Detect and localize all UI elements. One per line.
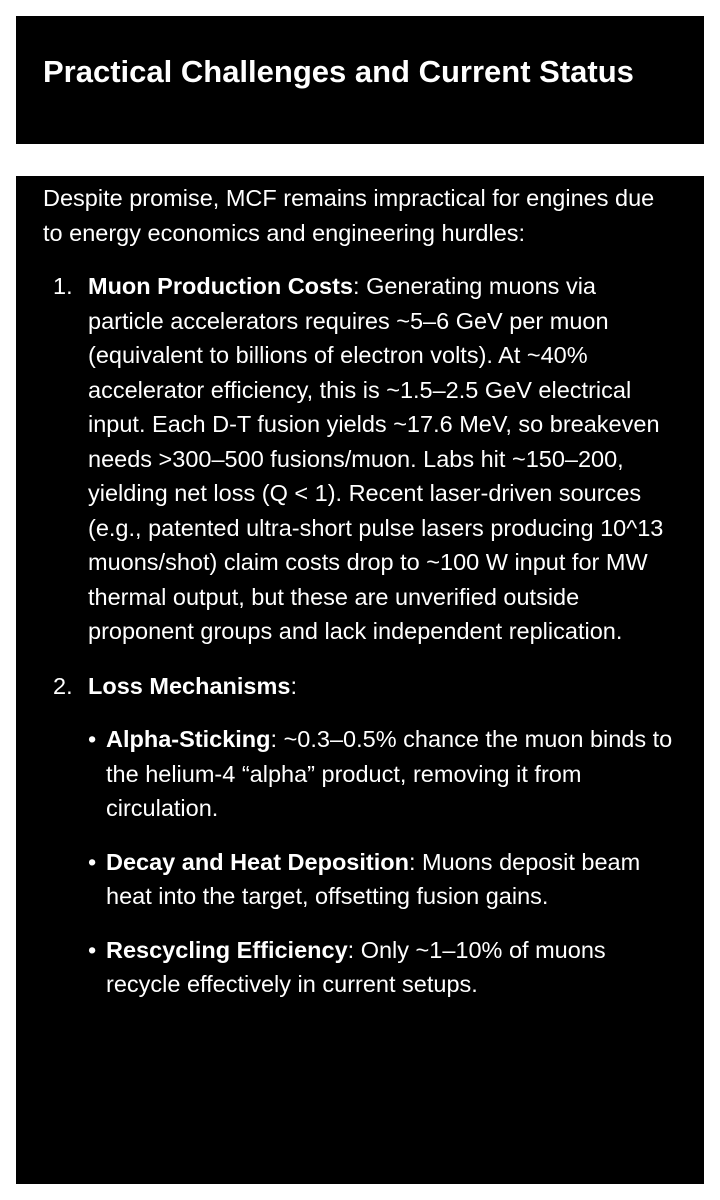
sub-item-text: : Muons deposit beam heat into the target, offsetting fusion gains. [106, 848, 641, 909]
item-heading: Loss Mechanisms [88, 672, 291, 699]
title-section [16, 16, 704, 144]
bullet-icon: • [88, 726, 97, 752]
item-heading: Muon Production Costs [88, 273, 354, 299]
sub-item-heading: Alpha-Sticking [106, 726, 271, 752]
list-number: 1. [53, 273, 73, 299]
bullet-icon: • [88, 848, 97, 875]
section-title: Practical Challenges and Current Status [43, 54, 634, 89]
bullet-icon: • [88, 936, 97, 963]
sub-item-decay-heat-deposition [88, 845, 678, 914]
item-text: : [290, 672, 297, 699]
item-text: : Generating muons via particle accelerators requires ~5–6 GeV per muon (equivalent to billions of electron volts). At ~40% accelerator efficiency, this is ~1.5–2.5 GeV electrical input. Each D-T fusion yields ~17.6 MeV, so breakeven needs >300–500 fusions/muon. Labs hit ~150–200, yielding net loss (Q < 1). Recent laser-driven sources (e.g., patented ultra-short pulse lasers producing 10^13 muons/shot) claim costs drop to ~100 W input for MW thermal output, but these are unverified outside proponent groups and lack independent replication. [88, 273, 664, 644]
list-number: 2. [53, 672, 73, 699]
intro-paragraph: Despite promise, MCF remains impractical for engines due to energy economics and engineering hurdles: [43, 185, 655, 246]
loss-mechanisms-list [88, 722, 678, 1002]
sub-item-heading: Rescycling Efficiency [106, 936, 348, 963]
sub-item-alpha-sticking [88, 722, 678, 826]
list-item-loss-mechanisms [43, 669, 678, 1002]
sub-item-text: : ~0.3–0.5% chance the muon binds to the helium-4 “alpha” product, removing it from circulation. [106, 726, 673, 821]
content-section [16, 176, 704, 1184]
list-item-muon-production-costs [43, 269, 678, 649]
sub-item-text: : Only ~1–10% of muons recycle effectively in current setups. [106, 936, 606, 997]
sub-item-recycling-efficiency [88, 933, 678, 1002]
sub-item-heading: Decay and Heat Deposition [106, 848, 409, 875]
